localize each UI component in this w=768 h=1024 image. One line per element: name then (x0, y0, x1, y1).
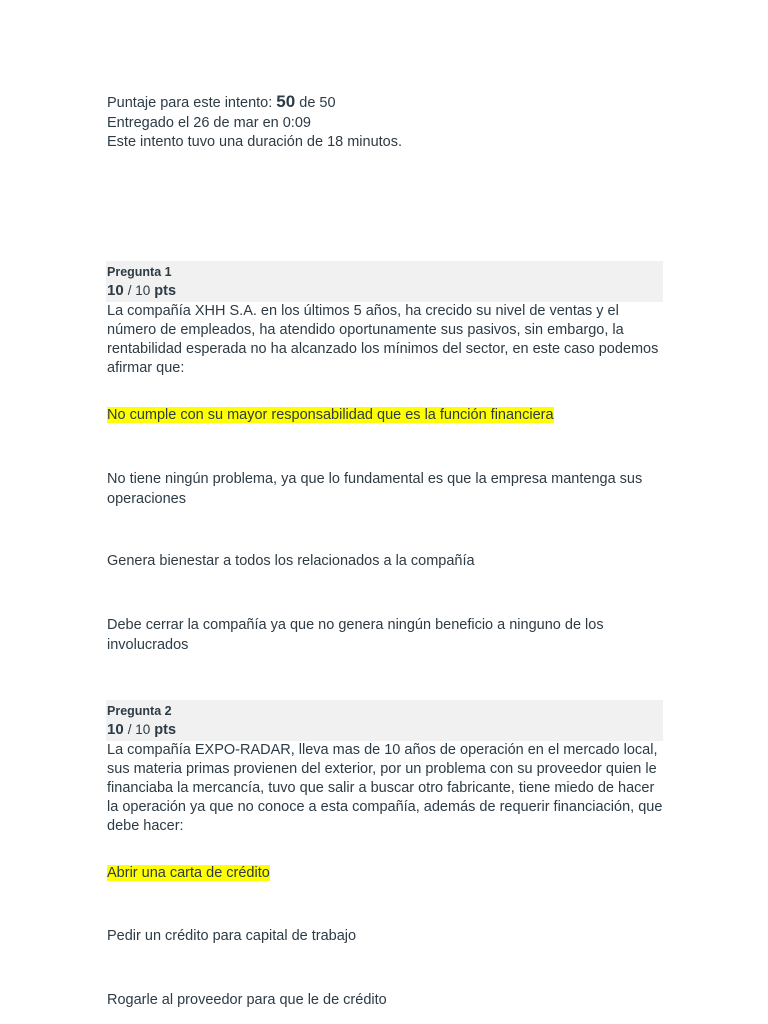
points-unit: pts (154, 283, 177, 299)
points-earned: 10 (107, 282, 124, 299)
question-points (107, 720, 663, 740)
answer-option: Pedir un crédito para capital de trabajo (107, 928, 357, 944)
score-label: Puntaje para este intento: (107, 95, 273, 111)
question-title: Pregunta 1 (107, 265, 172, 279)
score-value: 50 (276, 92, 296, 111)
question-2 (107, 700, 667, 1008)
answer-text: Abrir una carta de crédito (107, 865, 270, 881)
attempt-summary (107, 92, 667, 153)
duration-line: Este intento tuvo una duración de 18 minutos. (107, 134, 403, 150)
quiz-results (107, 92, 667, 1008)
answer-option: Debe cerrar la compañía ya que no genera ningún beneficio a ninguno de los involucrados (107, 617, 604, 653)
score-total: de 50 (299, 95, 336, 111)
answer-text: No cumple con su mayor responsabilidad que es la función financiera (107, 407, 554, 423)
submitted-line: Entregado el 26 de mar en 0:09 (107, 114, 311, 131)
answer-option-selected (107, 864, 663, 884)
question-header (106, 700, 663, 741)
answer-option: Rogarle al proveedor para que le de crédito (107, 992, 387, 1008)
question-points (107, 281, 663, 301)
question-header (106, 261, 663, 302)
answer-option: Genera bienestar a todos los relacionados a la compañía (107, 553, 475, 569)
points-unit: pts (154, 722, 177, 738)
points-earned: 10 (107, 721, 124, 738)
answer-option: No tiene ningún problema, ya que lo fundamental es que la empresa mantenga sus operaciones (107, 471, 643, 507)
question-1 (107, 261, 667, 653)
question-text: La compañía EXPO-RADAR, lleva mas de 10 años de operación en el mercado local, sus materia primas provienen del exterior, por un problema con su proveedor quien le financiaba la mercancía, tuvo que salir a buscar otro fabricante, tiene miedo de hacer la operación ya que no conoce a esta compañía, además de requerir financiación, que debe hacer: (107, 742, 663, 834)
score-line (107, 92, 667, 114)
points-possible: / 10 (127, 283, 151, 298)
question-text: La compañía XHH S.A. en los últimos 5 años, ha crecido su nivel de ventas y el número de empleados, ha atendido oportunamente sus pasivos, sin embargo, la rentabilidad esperada no ha alcanzado los mínimos del sector, en este caso podemos afirmar que: (107, 303, 659, 376)
answer-option-selected (107, 406, 663, 426)
question-title: Pregunta 2 (107, 704, 172, 718)
points-possible: / 10 (127, 722, 151, 737)
